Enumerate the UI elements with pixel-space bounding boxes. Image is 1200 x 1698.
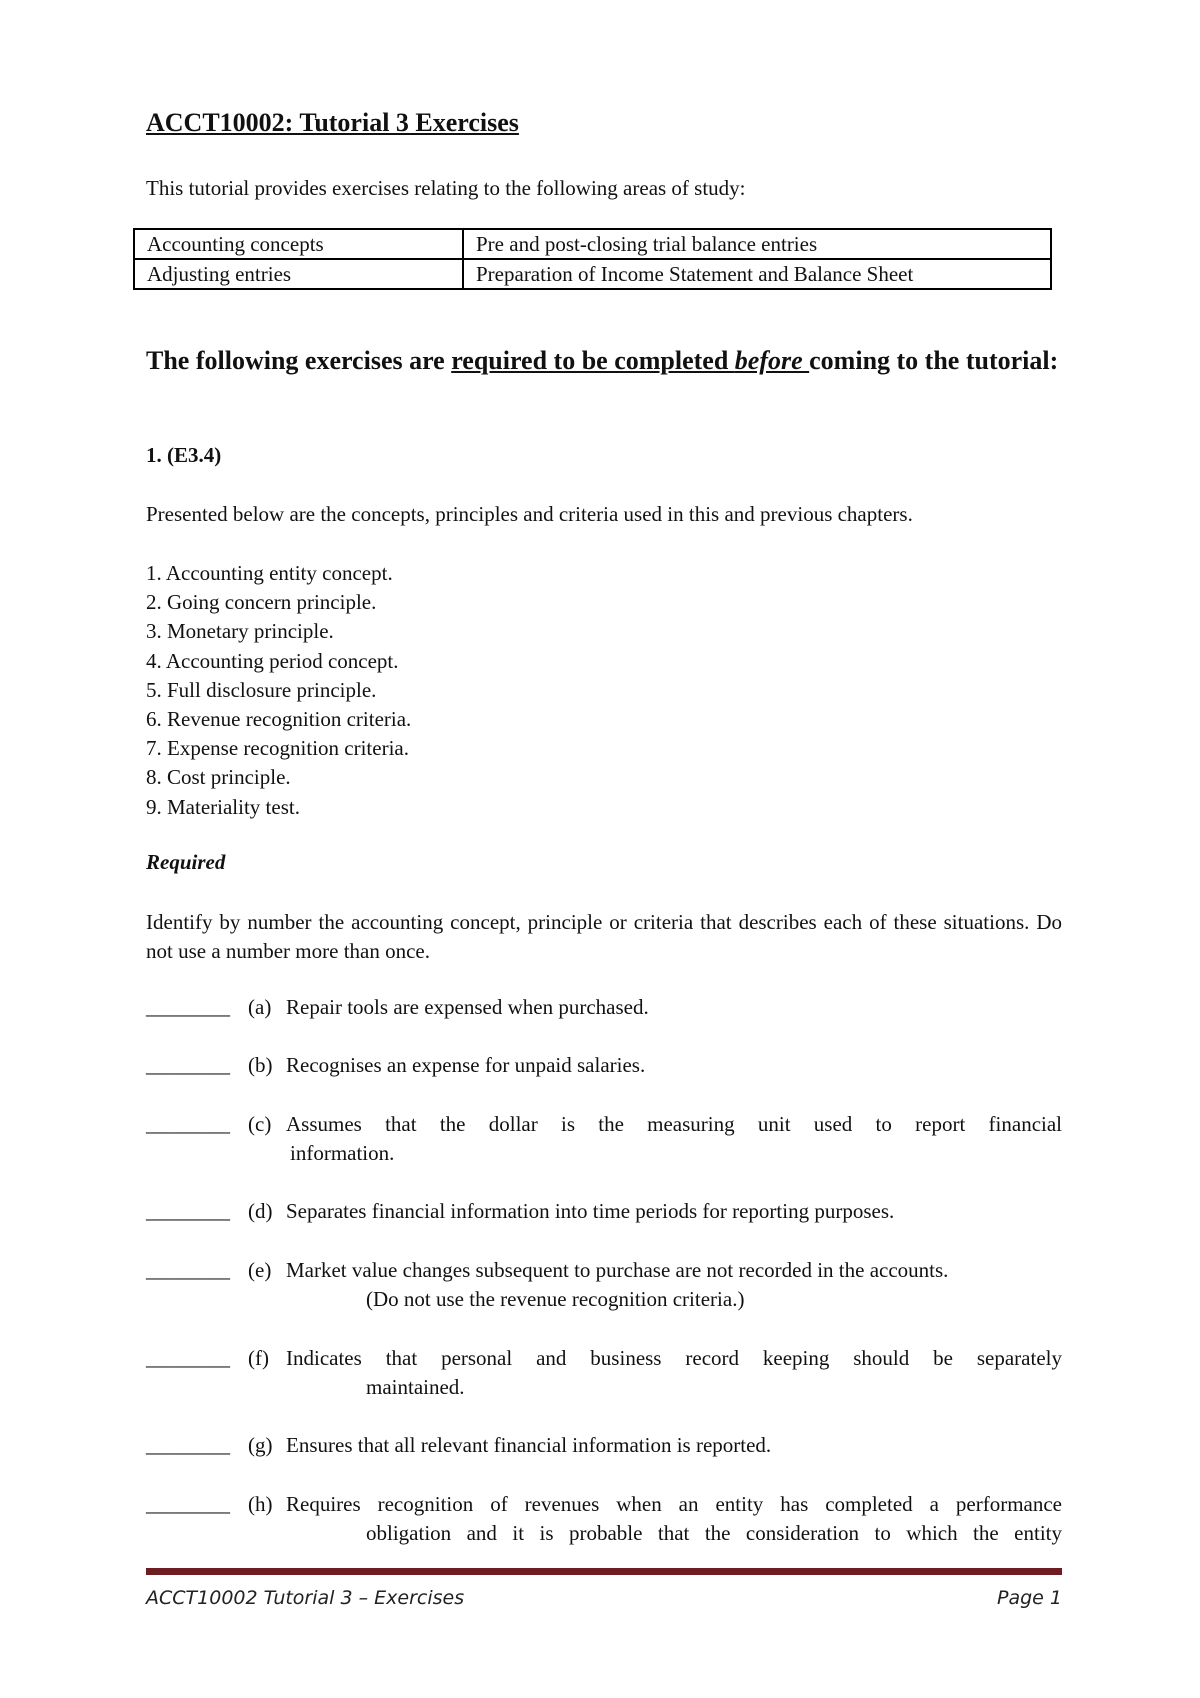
footer-title: ACCT10002 Tutorial 3 – Exercises	[146, 1587, 465, 1609]
footer-divider	[146, 1568, 1062, 1575]
table-cell: Pre and post-closing trial balance entries	[463, 229, 1051, 259]
section-heading	[146, 344, 1062, 378]
list-item: 6. Revenue recognition criteria.	[146, 707, 412, 732]
item-label: (d)	[248, 1199, 273, 1223]
heading-before: before	[734, 346, 810, 375]
study-areas-table	[133, 228, 1052, 290]
item-text-continued: maintained.	[366, 1375, 465, 1399]
concepts-list	[146, 559, 411, 822]
page-title: ACCT10002: Tutorial 3 Exercises	[146, 108, 519, 137]
list-item: 3. Monetary principle.	[146, 619, 334, 644]
list-item: 7. Expense recognition criteria.	[146, 736, 409, 761]
instruction-text: Identify by number the accounting concept, principle or criteria that describes each of these situations. Do not use a number more than once.	[146, 910, 1062, 963]
item-label: (b)	[248, 1053, 273, 1077]
item-text-continued: (Do not use the revenue recognition criteria.)	[366, 1287, 745, 1311]
heading-required	[451, 346, 809, 375]
list-item: 4. Accounting period concept.	[146, 648, 399, 673]
item-label: (a)	[248, 995, 272, 1019]
list-item: 8. Cost principle.	[146, 765, 291, 790]
item-text: Market value changes subsequent to purchase are not recorded in the accounts.	[286, 1258, 949, 1282]
item-text: Ensures that all relevant financial information is reported.	[286, 1433, 772, 1457]
list-item: 1. Accounting entity concept.	[146, 561, 393, 585]
list-item: 9. Materiality test.	[146, 794, 300, 819]
table-row	[134, 259, 1051, 289]
item-text: Separates financial information into time periods for reporting purposes.	[286, 1199, 895, 1223]
table-cell: Adjusting entries	[134, 259, 463, 289]
list-item: 2. Going concern principle.	[146, 590, 377, 615]
item-label: (e)	[248, 1258, 272, 1282]
answer-blank[interactable]: ________	[146, 1492, 230, 1516]
heading-part: coming to the tutorial:	[809, 346, 1059, 375]
required-label: Required	[146, 850, 226, 874]
item-text: Assumes that the dollar is the measuring unit used to report financial	[286, 1112, 1062, 1136]
list-item: 5. Full disclosure principle.	[146, 677, 377, 702]
item-text: Indicates that personal and business record keeping should be separately	[286, 1346, 1062, 1370]
page-number: Page 1	[997, 1587, 1062, 1609]
answer-blank[interactable]: ________	[146, 1199, 230, 1223]
item-label: (f)	[248, 1346, 269, 1370]
answer-blank[interactable]: ________	[146, 1053, 230, 1077]
item-label: (c)	[248, 1112, 272, 1136]
item-text: Requires recognition of revenues when an entity has completed a performance	[286, 1492, 1062, 1516]
table-cell: Accounting concepts	[134, 229, 463, 259]
answer-blank[interactable]: ________	[146, 1258, 230, 1282]
item-text: Recognises an expense for unpaid salaries.	[286, 1053, 646, 1077]
question-number: 1. (E3.4)	[146, 443, 222, 467]
table-row	[134, 229, 1051, 259]
answer-blank[interactable]: ________	[146, 1346, 230, 1370]
heading-part: The following exercises are	[146, 346, 452, 375]
item-label: (g)	[248, 1433, 273, 1457]
item-text: Repair tools are expensed when purchased.	[286, 995, 649, 1019]
item-label: (h)	[248, 1492, 273, 1516]
answer-blank[interactable]: ________	[146, 1112, 230, 1136]
item-text-continued: information.	[290, 1141, 395, 1165]
question-intro: Presented below are the concepts, principles and criteria used in this and previous chapters.	[146, 502, 913, 526]
item-text-continued: obligation and it is probable that the consideration to which the entity	[366, 1521, 1062, 1545]
heading-required-text: required to be completed	[451, 346, 735, 375]
table-cell: Preparation of Income Statement and Balance Sheet	[463, 259, 1051, 289]
answer-blank[interactable]: ________	[146, 995, 230, 1019]
answer-blank[interactable]: ________	[146, 1433, 230, 1457]
intro-text: This tutorial provides exercises relating to the following areas of study:	[146, 176, 746, 200]
